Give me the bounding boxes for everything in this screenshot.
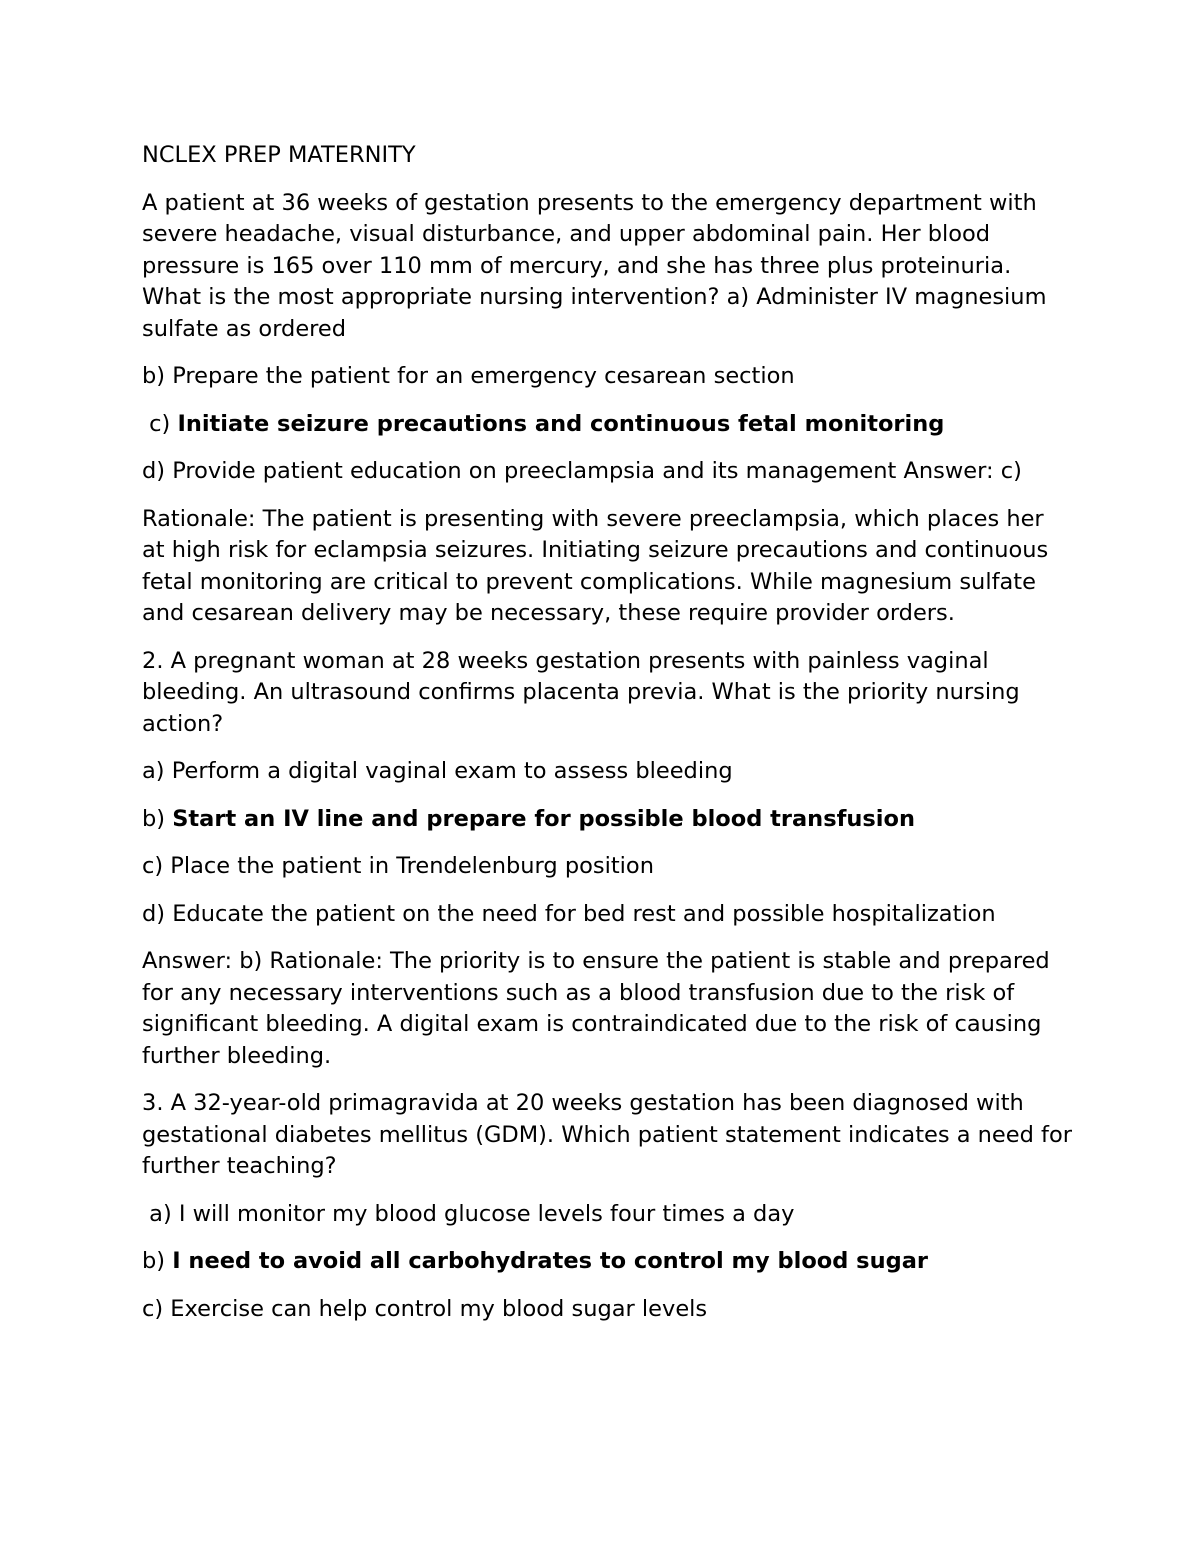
question-3-stem: 3. A 32-year-old primagravida at 20 weeks gestation has been diagnosed with gestational diabetes mellitus (GDM). Which patient statement indicates a need for further teaching?	[142, 1090, 1072, 1179]
question-1-option-c	[142, 409, 1072, 441]
question-1-rationale: Rationale: The patient is presenting with severe preeclampsia, which places her at high risk for eclampsia seizures. Initiating seizure precautions and continuous fetal monitoring are critical to prevent complications. While magnesium sulfate and cesarean delivery may be necessary, these require provider orders.	[142, 505, 1049, 626]
question-2-option-c: c) Place the patient in Trendelenburg position	[142, 853, 654, 879]
correct-answer-text: Start an IV line and prepare for possible blood transfusion	[172, 805, 915, 832]
question-3-option-a: a) I will monitor my blood glucose levels four times a day	[142, 1200, 795, 1227]
question-2-answer-rationale: Answer: b) Rationale: The priority is to ensure the patient is stable and prepared for any necessary interventions such as a blood transfusion due to the risk of significant bleeding. A digital exam is contraindicated due to the risk of causing further bleeding.	[142, 948, 1050, 1069]
question-2-option-d: d) Educate the patient on the need for bed rest and possible hospitalization	[142, 900, 996, 927]
question-1-option-d: d) Provide patient education on preeclampsia and its management Answer: c)	[142, 458, 1022, 484]
correct-answer-text: I need to avoid all carbohydrates to control my blood sugar	[172, 1248, 928, 1274]
document-page	[142, 140, 1072, 1341]
option-prefix: b)	[142, 805, 173, 832]
option-prefix: b)	[142, 1248, 173, 1274]
question-3-option-b	[142, 1246, 1072, 1278]
option-prefix: c)	[142, 410, 178, 437]
correct-answer-text: Initiate seizure precautions and continuous fetal monitoring	[177, 410, 945, 437]
question-2-option-b	[142, 804, 1072, 836]
question-2-option-a: a) Perform a digital vaginal exam to assess bleeding	[142, 758, 733, 784]
document-title: NCLEX PREP MATERNITY	[142, 142, 416, 168]
question-2-stem: 2. A pregnant woman at 28 weeks gestation presents with painless vaginal bleeding. An ultrasound confirms placenta previa. What is the priority nursing action?	[142, 647, 1020, 737]
question-3-option-c: c) Exercise can help control my blood sugar levels	[142, 1295, 708, 1322]
question-1-option-b: b) Prepare the patient for an emergency cesarean section	[142, 363, 795, 389]
question-1-stem: A patient at 36 weeks of gestation presents to the emergency department with severe headache, visual disturbance, and upper abdominal pain. Her blood pressure is 165 over 110 mm of mercury, and she has three plus proteinuria. What is the most appropriate nursing intervention? a) Administer IV magnesium sulfate as ordered	[142, 189, 1047, 342]
